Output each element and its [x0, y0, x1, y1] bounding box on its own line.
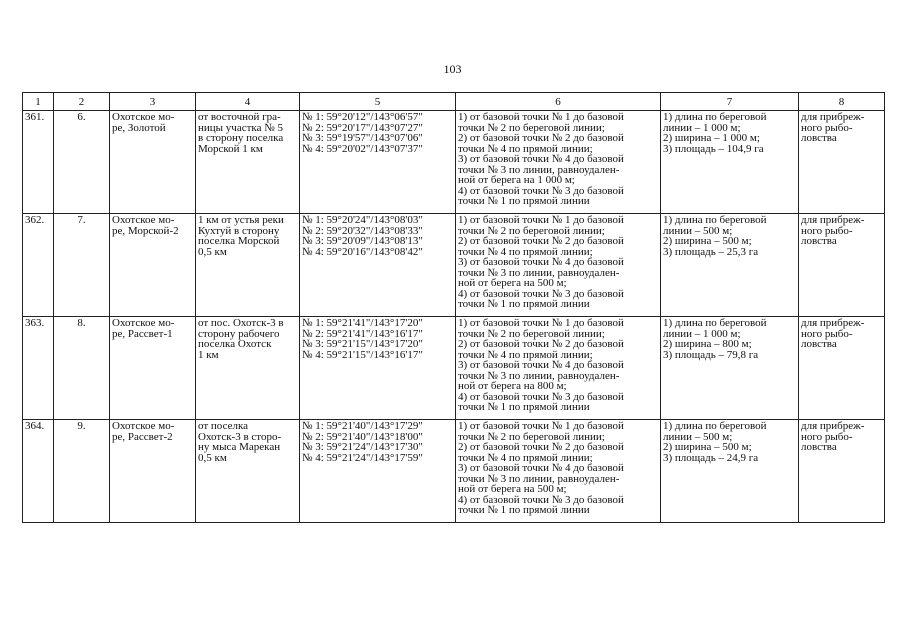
boundary-description-line: 1) от базовой точки № 1 до базовой — [458, 420, 624, 432]
area-location-line: от поселка — [198, 420, 249, 432]
boundary-description-line: 4) от базовой точки № 3 до базовой — [458, 390, 624, 403]
area-name-line: Охотское мо- — [112, 111, 175, 123]
base-point-coordinates-line: № 3: 59°20'09"/143°08'13" — [302, 235, 423, 247]
row-number: 361. — [23, 111, 54, 214]
base-point-coordinates-line: № 2: 59°20'17"/143°07'27" — [302, 121, 423, 134]
usage-purpose-line: ловства — [801, 441, 837, 453]
area-name-line: Охотское мо- — [112, 317, 175, 329]
base-point-coordinates-line: № 4: 59°21'24"/143°17'59" — [302, 451, 423, 464]
boundary-description-line: точки № 1 по прямой линии — [458, 298, 590, 310]
area-dimensions-line: линии – 500 м; — [663, 430, 733, 443]
page-number: 103 — [443, 62, 462, 76]
usage-purpose — [799, 214, 885, 317]
usage-purpose-line: ного рыбо- — [801, 327, 853, 340]
sub-number: 8. — [54, 317, 110, 420]
area-dimensions — [661, 111, 799, 214]
base-point-coordinates-line: № 2: 59°21'40"/143°18'00" — [302, 430, 423, 443]
base-point-coordinates-line: № 4: 59°21'15"/143°16'17" — [302, 348, 423, 361]
area-name-line: ре, Рассвет-1 — [112, 327, 173, 340]
header-col-1: 1 — [23, 93, 54, 111]
header-col-6: 6 — [456, 93, 661, 111]
sub-number: 7. — [54, 214, 110, 317]
area-name-line: ре, Рассвет-2 — [112, 430, 173, 443]
base-point-coordinates-line: № 3: 59°19'57"/143°07'06" — [302, 132, 423, 144]
usage-purpose — [799, 111, 885, 214]
boundary-description-line: 4) от базовой точки № 3 до базовой — [458, 287, 624, 300]
base-point-coordinates-line: № 1: 59°20'12"/143°06'57" — [302, 111, 423, 123]
table-row — [23, 420, 885, 523]
base-point-coordinates — [300, 214, 456, 317]
table-row — [23, 111, 885, 214]
area-name — [110, 420, 196, 523]
usage-purpose-line: для прибреж- — [801, 317, 865, 329]
boundary-description-line: ной от берега на 500 м; — [458, 277, 567, 289]
header-col-7: 7 — [661, 93, 799, 111]
area-name-line: Охотское мо- — [112, 214, 175, 226]
area-location-line: 0,5 км — [198, 245, 227, 258]
usage-purpose — [799, 420, 885, 523]
boundary-description-line: 2) от базовой точки № 2 до базовой — [458, 441, 624, 453]
usage-purpose-line: ловства — [801, 338, 837, 350]
base-point-coordinates-line: № 4: 59°20'02"/143°07'37" — [302, 142, 423, 155]
area-location-line: от пос. Охотск-3 в — [198, 317, 284, 329]
area-location-line: сторону рабочего — [198, 327, 280, 340]
area-dimensions — [661, 317, 799, 420]
usage-purpose-line: ного рыбо- — [801, 224, 853, 237]
boundary-description-line: точки № 1 по прямой линии — [458, 195, 590, 207]
base-point-coordinates — [300, 317, 456, 420]
table-row — [23, 317, 885, 420]
area-name-line: ре, Золотой — [112, 121, 166, 134]
boundary-description — [456, 420, 661, 523]
usage-purpose-line: ловства — [801, 132, 837, 144]
usage-purpose-line: для прибреж- — [801, 420, 865, 432]
header-row — [23, 93, 885, 111]
area-dimensions-line: 1) длина по береговой — [663, 317, 767, 329]
area-location — [196, 214, 300, 317]
area-dimensions — [661, 214, 799, 317]
boundary-description-line: 1) от базовой точки № 1 до базовой — [458, 111, 624, 123]
boundary-description-line: 1) от базовой точки № 1 до базовой — [458, 317, 624, 329]
boundary-description-line: ной от берега на 1 000 м; — [458, 174, 575, 186]
boundary-description-line: точки № 4 по прямой линии; — [458, 348, 593, 361]
header-col-5: 5 — [300, 93, 456, 111]
boundary-description — [456, 214, 661, 317]
boundary-description-line: ной от берега на 500 м; — [458, 483, 567, 495]
header-col-3: 3 — [110, 93, 196, 111]
area-location-line: 1 км — [198, 348, 219, 361]
area-location-line: 0,5 км — [198, 451, 227, 464]
usage-purpose-line: для прибреж- — [801, 214, 865, 226]
area-dimensions-line: 2) ширина – 1 000 м; — [663, 132, 760, 144]
boundary-description-line: точки № 1 по прямой линии — [458, 504, 590, 516]
area-dimensions-line: 3) площадь – 25,3 га — [663, 245, 759, 258]
boundary-description-line: 2) от базовой точки № 2 до базовой — [458, 338, 624, 350]
boundary-description-line: 4) от базовой точки № 3 до базовой — [458, 184, 624, 197]
boundary-description-line: точки № 3 по линии, равноудален- — [458, 369, 620, 382]
base-point-coordinates-line: № 3: 59°21'24"/143°17'30" — [302, 441, 423, 453]
base-point-coordinates-line: № 3: 59°21'15"/143°17'20" — [302, 338, 423, 350]
area-location-line: ну мыса Марекан — [198, 441, 281, 453]
area-name — [110, 214, 196, 317]
area-dimensions-line: 1) длина по береговой — [663, 420, 767, 432]
boundary-description-line: ной от берега на 800 м; — [458, 380, 567, 392]
boundary-description-line: 4) от базовой точки № 3 до базовой — [458, 493, 624, 506]
boundary-description-line: точки № 2 по береговой линии; — [458, 121, 605, 134]
boundary-description-line: 1) от базовой точки № 1 до базовой — [458, 214, 624, 226]
area-dimensions-line: 1) длина по береговой — [663, 111, 767, 123]
base-point-coordinates-line: № 2: 59°21'41"/143°16'17" — [302, 327, 423, 340]
boundary-description-line: точки № 3 по линии, равноудален- — [458, 266, 620, 279]
base-point-coordinates-line: № 1: 59°21'41"/143°17'20" — [302, 317, 423, 329]
base-point-coordinates-line: № 1: 59°21'40"/143°17'29" — [302, 420, 423, 432]
boundary-description-line: точки № 2 по береговой линии; — [458, 430, 605, 443]
boundary-description-line: точки № 3 по линии, равноудален- — [458, 163, 620, 176]
header-col-4: 4 — [196, 93, 300, 111]
area-dimensions-line: 2) ширина – 500 м; — [663, 235, 752, 247]
area-location — [196, 111, 300, 214]
usage-purpose — [799, 317, 885, 420]
boundary-description-line: точки № 2 по береговой линии; — [458, 224, 605, 237]
row-number: 362. — [23, 214, 54, 317]
base-point-coordinates-line: № 2: 59°20'32"/143°08'33" — [302, 224, 423, 237]
sub-number: 9. — [54, 420, 110, 523]
area-location-line: от восточной гра- — [198, 111, 281, 123]
usage-purpose-line: ного рыбо- — [801, 430, 853, 443]
sub-number: 6. — [54, 111, 110, 214]
area-location-line: Охотск-3 в сторо- — [198, 430, 282, 443]
boundary-description-line: 3) от базовой точки № 4 до базовой — [458, 359, 624, 371]
area-location-line: Кухтуй в сторону — [198, 224, 280, 237]
header-col-8: 8 — [799, 93, 885, 111]
area-location-line: в сторону поселка — [198, 132, 284, 144]
usage-purpose-line: ловства — [801, 235, 837, 247]
area-name — [110, 317, 196, 420]
boundary-description-line: 3) от базовой точки № 4 до базовой — [458, 153, 624, 165]
area-dimensions-line: 3) площадь – 104,9 га — [663, 142, 764, 155]
boundary-description-line: 2) от базовой точки № 2 до базовой — [458, 235, 624, 247]
boundary-description-line: точки № 4 по прямой линии; — [458, 245, 593, 258]
area-dimensions-line: 3) площадь – 24,9 га — [663, 451, 759, 464]
area-location-line: ницы участка № 5 — [198, 121, 283, 134]
boundary-description-line: 3) от базовой точки № 4 до базовой — [458, 462, 624, 474]
boundary-description — [456, 317, 661, 420]
base-point-coordinates — [300, 111, 456, 214]
boundary-description-line: точки № 1 по прямой линии — [458, 401, 590, 413]
area-location-line: поселка Морской — [198, 235, 280, 247]
boundary-description-line: точки № 3 по линии, равноудален- — [458, 472, 620, 485]
area-location-line: Морской 1 км — [198, 142, 263, 155]
boundary-description-line: точки № 4 по прямой линии; — [458, 451, 593, 464]
area-name — [110, 111, 196, 214]
usage-purpose-line: ного рыбо- — [801, 121, 853, 134]
header-col-2: 2 — [54, 93, 110, 111]
base-point-coordinates-line: № 4: 59°20'16"/143°08'42" — [302, 245, 423, 258]
area-name-line: Охотское мо- — [112, 420, 175, 432]
area-dimensions-line: 3) площадь – 79,8 га — [663, 348, 759, 361]
area-dimensions-line: линии – 500 м; — [663, 224, 733, 237]
table-row — [23, 214, 885, 317]
fishing-areas-table — [22, 92, 885, 523]
area-location-line: поселка Охотск — [198, 338, 272, 350]
usage-purpose-line: для прибреж- — [801, 111, 865, 123]
area-dimensions-line: линии – 1 000 м; — [663, 327, 741, 340]
area-dimensions-line: 1) длина по береговой — [663, 214, 767, 226]
boundary-description — [456, 111, 661, 214]
area-dimensions-line: 2) ширина – 500 м; — [663, 441, 752, 453]
area-location-line: 1 км от устья реки — [198, 214, 284, 226]
area-dimensions-line: линии – 1 000 м; — [663, 121, 741, 134]
base-point-coordinates — [300, 420, 456, 523]
boundary-description-line: 2) от базовой точки № 2 до базовой — [458, 132, 624, 144]
area-name-line: ре, Морской-2 — [112, 224, 179, 237]
area-dimensions — [661, 420, 799, 523]
row-number: 364. — [23, 420, 54, 523]
area-location — [196, 420, 300, 523]
area-dimensions-line: 2) ширина – 800 м; — [663, 338, 752, 350]
area-location — [196, 317, 300, 420]
boundary-description-line: 3) от базовой точки № 4 до базовой — [458, 256, 624, 268]
boundary-description-line: точки № 2 по береговой линии; — [458, 327, 605, 340]
base-point-coordinates-line: № 1: 59°20'24"/143°08'03" — [302, 214, 423, 226]
boundary-description-line: точки № 4 по прямой линии; — [458, 142, 593, 155]
row-number: 363. — [23, 317, 54, 420]
